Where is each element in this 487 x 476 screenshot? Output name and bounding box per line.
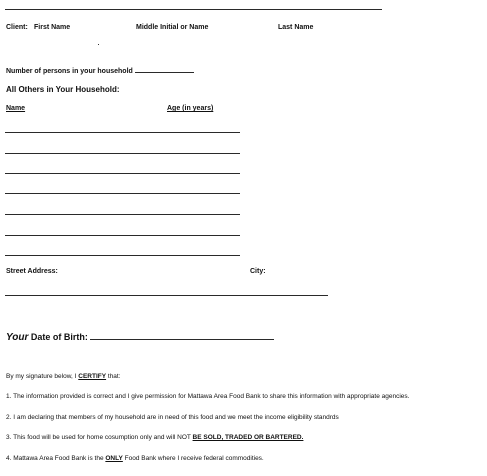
household-count-label: Number of persons in your household: [6, 68, 133, 75]
certify-intro: [6, 373, 121, 380]
street-address-label: Street Address:: [6, 268, 58, 275]
name-column-header: Name: [6, 105, 26, 112]
household-member-line-2[interactable]: [5, 153, 240, 154]
certify-item-4-post: Food Bank where I receive federal commodities.: [122, 455, 264, 462]
city-label: City:: [250, 268, 266, 275]
certify-item-2: [6, 414, 339, 421]
certify-item-4-pre: 4. Mattawa Area Food Bank is the: [6, 455, 106, 462]
certify-item-4-emphasis: ONLY: [105, 455, 123, 462]
others-heading: All Others in Your Household:: [6, 85, 120, 94]
household-member-line-5[interactable]: [5, 214, 240, 215]
address-line[interactable]: [5, 295, 328, 296]
top-rule: [5, 9, 382, 10]
certify-item-3-emphasis: BE SOLD, TRADED OR BARTERED.: [192, 434, 304, 441]
dob-label-your: Your: [6, 332, 29, 343]
certify-item-3-text: 3. This food will be used for home cosumption only and will NOT: [6, 434, 193, 441]
certify-item-4: [6, 455, 264, 462]
first-name-label: First Name: [34, 24, 71, 31]
household-member-line-3[interactable]: [5, 173, 240, 174]
household-member-line-6[interactable]: [5, 235, 240, 236]
household-member-line-1[interactable]: [5, 132, 240, 133]
dob-label: Date of Birth:: [28, 332, 88, 342]
middle-name-label: Middle Initial or Name: [136, 24, 209, 31]
certify-intro-pre: By my signature below, I: [6, 373, 79, 380]
dob-row: [6, 327, 274, 345]
certify-item-3: [6, 434, 303, 441]
scan-speck: [98, 44, 99, 45]
household-count-field[interactable]: [135, 65, 194, 73]
last-name-label: Last Name: [278, 24, 314, 31]
certify-item-1: [6, 393, 409, 400]
household-member-line-4[interactable]: [5, 193, 240, 194]
household-member-line-7[interactable]: [5, 255, 240, 256]
certify-intro-post: that:: [106, 373, 121, 380]
certify-item-2-text: 2. I am declaring that members of my household are in need of this food and we meet the income eligibility standrds: [6, 414, 339, 421]
client-label: Client:: [6, 24, 28, 31]
age-column-header: Age (in years): [167, 105, 214, 112]
dob-field[interactable]: [90, 330, 274, 340]
household-count-row: [6, 65, 194, 75]
certify-item-1-text: 1. The information provided is correct and I give permission for Mattawa Area Food Bank to share this information with appropriate agencies.: [6, 393, 410, 400]
certify-word: CERTIFY: [78, 373, 107, 380]
